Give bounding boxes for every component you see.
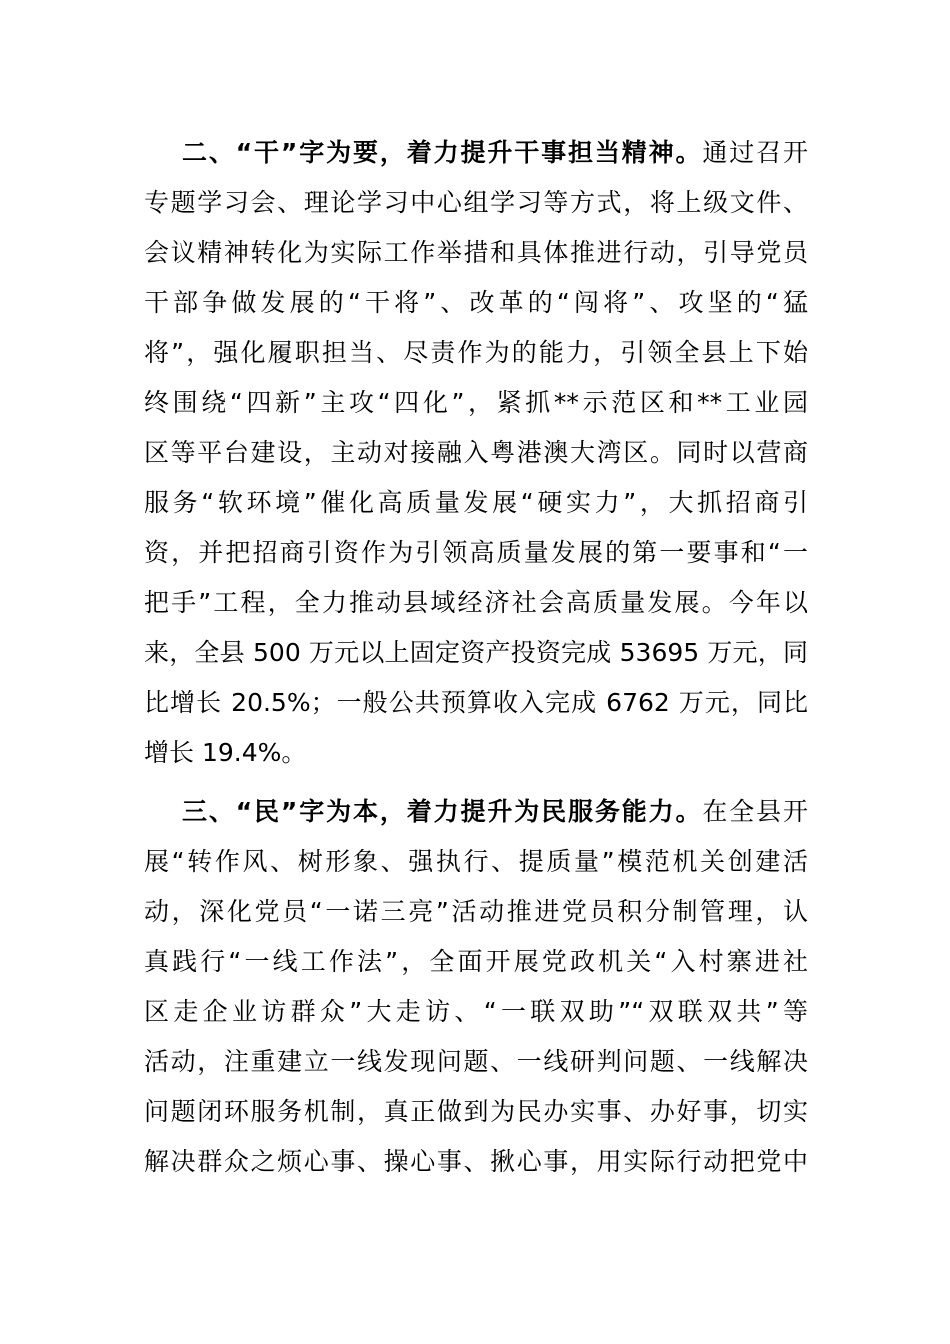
document-body <box>144 128 808 1187</box>
paragraph-line: 展“转作风、树形象、强执行、提质量”模范机关创建活 <box>144 847 808 876</box>
paragraph-text: 通过召开 <box>702 138 808 167</box>
paragraph-line: 区等平台建设，主动对接融入粤港澳大湾区。同时以营商 <box>144 438 808 467</box>
paragraph-line: 活动，注重建立一线发现问题、一线研判问题、一线解决 <box>144 1047 808 1076</box>
paragraph-line: 增长 19.4%。 <box>144 738 307 767</box>
paragraph-line: 专题学习会、理论学习中心组学习等方式，将上级文件、 <box>144 188 808 217</box>
paragraph-line: 资，并把招商引资作为引领高质量发展的第一要事和“一 <box>144 538 808 567</box>
paragraph-line: 来，全县 500 万元以上固定资产投资完成 53695 万元，同 <box>144 638 808 667</box>
paragraph-text: 在全县开 <box>702 797 808 826</box>
paragraph-line: 动，深化党员“一诺三亮”活动推进党员积分制管理，认 <box>144 897 808 926</box>
paragraph-line: 问题闭环服务机制，真正做到为民办实事、办好事，切实 <box>144 1097 808 1126</box>
paragraph-line: 比增长 20.5%；一般公共预算收入完成 6762 万元，同比 <box>144 688 808 717</box>
paragraph-line: 会议精神转化为实际工作举措和具体推进行动，引导党员 <box>144 238 808 267</box>
section-two-heading: 二、“干”字为要，着力提升干事担当精神。 <box>182 138 703 167</box>
paragraph-line: 把手”工程，全力推动县域经济社会高质量发展。今年以 <box>144 588 808 617</box>
paragraph-line <box>144 787 808 837</box>
section-two-paragraph <box>144 128 808 778</box>
paragraph-line <box>144 128 808 178</box>
paragraph-line: 区走企业访群众”大走访、“一联双助”“双联双共”等 <box>144 997 808 1026</box>
section-three-heading: 三、“民”字为本，着力提升为民服务能力。 <box>182 797 703 826</box>
paragraph-line: 将”，强化履职担当、尽责作为的能力，引领全县上下始 <box>144 338 808 367</box>
paragraph-line: 服务“软环境”催化高质量发展“硬实力”，大抓招商引 <box>144 488 808 517</box>
paragraph-line: 干部争做发展的“干将”、改革的“闯将”、攻坚的“猛 <box>144 288 808 317</box>
paragraph-line: 真践行“一线工作法”，全面开展党政机关“入村寨进社 <box>144 947 808 976</box>
paragraph-line: 解决群众之烦心事、操心事、揪心事，用实际行动把党中 <box>144 1147 808 1176</box>
section-three-paragraph <box>144 787 808 1187</box>
paragraph-line: 终围绕“四新”主攻“四化”，紧抓**示范区和**工业园 <box>144 388 808 417</box>
